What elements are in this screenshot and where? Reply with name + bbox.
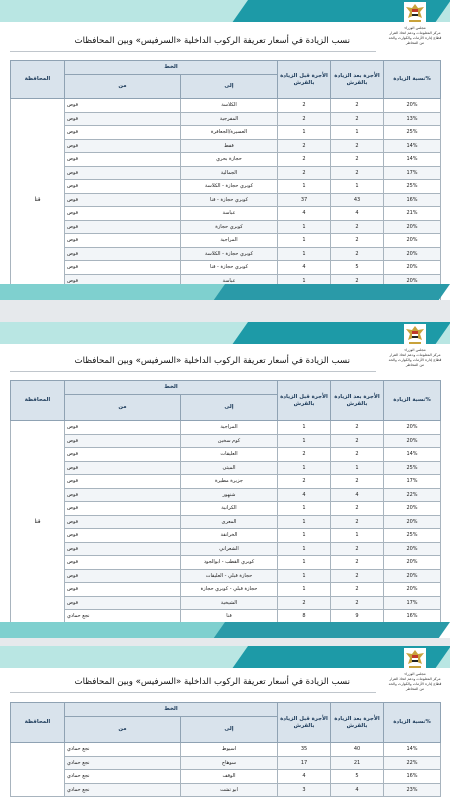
after-cell: 2 (331, 596, 384, 610)
table-row (11, 542, 441, 556)
before-cell: 1 (278, 421, 331, 435)
after-cell: 2 (331, 502, 384, 516)
fares-table (10, 702, 441, 797)
to-cell: حجازة قبلي - العليقات (181, 569, 278, 583)
table-row (11, 434, 441, 448)
page-title: نسب الزيادة في أسعار تعريفة الركوب الداخلية «السرفيس» وبين المحافظات (74, 677, 350, 687)
after-cell: 5 (331, 261, 384, 275)
pct-cell: 21% (384, 207, 441, 221)
governorate-cell: قنا (11, 421, 65, 624)
pct-cell: 14% (384, 743, 441, 757)
from-cell: قوص (65, 99, 181, 113)
table-row (11, 596, 441, 610)
to-cell: كوبري حجازة (181, 220, 278, 234)
header-line: الخط (65, 703, 278, 717)
header-from: من (65, 395, 181, 421)
after-cell: 4 (331, 783, 384, 797)
before-cell: 2 (278, 99, 331, 113)
table-row (11, 770, 441, 784)
fares-table (10, 60, 441, 300)
from-cell: نجع حمادي (65, 756, 181, 770)
pct-cell: 16% (384, 770, 441, 784)
after-cell: 1 (331, 180, 384, 194)
after-cell: 1 (331, 461, 384, 475)
to-cell: المراجية (181, 234, 278, 248)
pct-cell: 20% (384, 556, 441, 570)
before-cell: 17 (278, 756, 331, 770)
table-row (11, 112, 441, 126)
org-line: قطاع إدارة الأزمات والكوارث والحد من المخاطر (388, 36, 442, 45)
before-cell: 1 (278, 502, 331, 516)
from-cell: قوص (65, 515, 181, 529)
to-cell: المراجية (181, 421, 278, 435)
before-cell: 1 (278, 220, 331, 234)
header-from: من (65, 75, 181, 99)
header-before: الأجرة قبل الزيادة بالقرش (278, 381, 331, 421)
before-cell: 1 (278, 529, 331, 543)
table-row (11, 461, 441, 475)
header-to: إلى (181, 717, 278, 743)
eagle-emblem-icon (404, 324, 426, 348)
from-cell: قوص (65, 166, 181, 180)
before-cell: 35 (278, 743, 331, 757)
pct-cell: 16% (384, 610, 441, 624)
after-cell: 2 (331, 542, 384, 556)
table-row (11, 756, 441, 770)
table-row (11, 783, 441, 797)
header-pct: %نسبة الزيادة (384, 61, 441, 99)
after-cell: 1 (331, 126, 384, 140)
from-cell: نجع حمادي (65, 743, 181, 757)
table-row (11, 488, 441, 502)
pct-cell: 25% (384, 126, 441, 140)
to-cell: كوبري القطب - ابوالجود (181, 556, 278, 570)
org-line: مركز المعلومات ودعم اتخاذ القرار (389, 31, 441, 35)
before-cell: 4 (278, 207, 331, 221)
from-cell: قوص (65, 448, 181, 462)
to-cell: المعرى (181, 515, 278, 529)
table-row (11, 193, 441, 207)
table-row (11, 610, 441, 624)
to-cell: العليقات (181, 448, 278, 462)
from-cell: قوص (65, 247, 181, 261)
header-after: الأجرة بعد الزيادة بالقرش (331, 703, 384, 743)
after-cell: 2 (331, 421, 384, 435)
bottom-band (0, 622, 450, 638)
from-cell: نجع حمادي (65, 783, 181, 797)
to-cell: اسيوط (181, 743, 278, 757)
before-cell: 4 (278, 261, 331, 275)
org-line: قطاع إدارة الأزمات والكوارث والحد من المخاطر (388, 358, 442, 367)
before-cell: 2 (278, 112, 331, 126)
before-cell: 1 (278, 542, 331, 556)
after-cell: 2 (331, 234, 384, 248)
to-cell: الكلاسة (181, 99, 278, 113)
org-line: مركز المعلومات ودعم اتخاذ القرار (389, 677, 441, 681)
pct-cell: 17% (384, 596, 441, 610)
pct-cell: 22% (384, 488, 441, 502)
to-cell: كوبري حجازة - الكلاسة (181, 247, 278, 261)
to-cell: قنا (181, 610, 278, 624)
from-cell: قوص (65, 261, 181, 275)
table-row (11, 475, 441, 489)
pct-cell: 23% (384, 783, 441, 797)
pct-cell: 20% (384, 234, 441, 248)
header-after: الأجرة بعد الزيادة بالقرش (331, 381, 384, 421)
top-stripe (0, 0, 450, 22)
pct-cell: 20% (384, 569, 441, 583)
table-row (11, 139, 441, 153)
org-line: مجلس الوزراء (404, 348, 426, 352)
after-cell: 43 (331, 193, 384, 207)
from-cell: قوص (65, 274, 181, 288)
before-cell: 1 (278, 247, 331, 261)
cabinet-logo (388, 648, 442, 692)
pct-cell: 14% (384, 153, 441, 167)
from-cell: قوص (65, 207, 181, 221)
table-row (11, 743, 441, 757)
to-cell: كوبري حجازة - قنا (181, 193, 278, 207)
org-line: مركز المعلومات ودعم اتخاذ القرار (389, 353, 441, 357)
from-cell: قوص (65, 569, 181, 583)
cabinet-logo (388, 324, 442, 368)
header-governorate: المحافظة (11, 703, 65, 743)
page-title: نسب الزيادة في أسعار تعريفة الركوب الداخلية «السرفيس» وبين المحافظات (74, 356, 350, 366)
to-cell: الشيخية (181, 596, 278, 610)
to-cell: كوبري حجازة - الكلاسة (181, 180, 278, 194)
before-cell: 4 (278, 770, 331, 784)
before-cell: 1 (278, 515, 331, 529)
pct-cell: 17% (384, 166, 441, 180)
after-cell: 2 (331, 166, 384, 180)
to-cell: العسيرة/الجعافرة (181, 126, 278, 140)
header-line: الخط (65, 61, 278, 75)
from-cell: قوص (65, 180, 181, 194)
governorate-cell: قنا (11, 99, 65, 301)
to-cell: جزيرة مطيرة (181, 475, 278, 489)
table-row (11, 529, 441, 543)
pct-cell: 20% (384, 434, 441, 448)
header-to: إلى (181, 395, 278, 421)
before-cell: 3 (278, 783, 331, 797)
governorate-cell (11, 743, 65, 797)
table-row (11, 180, 441, 194)
from-cell: قوص (65, 475, 181, 489)
before-cell: 2 (278, 139, 331, 153)
after-cell: 2 (331, 448, 384, 462)
to-cell: المفرجية (181, 112, 278, 126)
pct-cell: 16% (384, 193, 441, 207)
after-cell: 4 (331, 488, 384, 502)
pct-cell: 20% (384, 515, 441, 529)
header-governorate: المحافظة (11, 381, 65, 421)
title-rule (10, 371, 376, 372)
header-to: إلى (181, 75, 278, 99)
to-cell: الجمالية (181, 166, 278, 180)
before-cell: 1 (278, 569, 331, 583)
table-row (11, 99, 441, 113)
before-cell: 1 (278, 556, 331, 570)
page-gap (0, 638, 450, 646)
pct-cell: 20% (384, 247, 441, 261)
slide-2 (0, 322, 450, 638)
after-cell: 2 (331, 475, 384, 489)
header-before: الأجرة قبل الزيادة بالقرش (278, 61, 331, 99)
from-cell: قوص (65, 556, 181, 570)
eagle-emblem-icon (404, 648, 426, 672)
pct-cell: 20% (384, 274, 441, 288)
to-cell: الشعراني (181, 542, 278, 556)
table-row (11, 569, 441, 583)
org-line: مجلس الوزراء (404, 26, 426, 30)
to-cell: شنهور (181, 488, 278, 502)
org-line: مجلس الوزراء (404, 672, 426, 676)
after-cell: 4 (331, 207, 384, 221)
pct-cell: 20% (384, 220, 441, 234)
header-line: الخط (65, 381, 278, 395)
table-row (11, 220, 441, 234)
to-cell: عباسة (181, 274, 278, 288)
from-cell: قوص (65, 529, 181, 543)
pct-cell: 20% (384, 542, 441, 556)
before-cell: 8 (278, 610, 331, 624)
table-row (11, 502, 441, 516)
from-cell: قوص (65, 583, 181, 597)
from-cell: قوص (65, 139, 181, 153)
top-stripe (0, 322, 450, 344)
before-cell: 2 (278, 596, 331, 610)
before-cell: 2 (278, 153, 331, 167)
slide-3 (0, 646, 450, 800)
from-cell: قوص (65, 502, 181, 516)
after-cell: 9 (331, 610, 384, 624)
from-cell: قوص (65, 488, 181, 502)
page-title: نسب الزيادة في أسعار تعريفة الركوب الداخلية «السرفيس» وبين المحافظات (74, 36, 350, 46)
pct-cell: 25% (384, 180, 441, 194)
pct-cell: 25% (384, 529, 441, 543)
after-cell: 2 (331, 220, 384, 234)
from-cell: قوص (65, 421, 181, 435)
to-cell: كوبري حجازة - قنا (181, 261, 278, 275)
to-cell: حجازة قبلي - كوبري حجازة (181, 583, 278, 597)
table-row (11, 126, 441, 140)
before-cell: 1 (278, 434, 331, 448)
from-cell: نجع حمادي (65, 610, 181, 624)
to-cell: ابو تشت (181, 783, 278, 797)
table-row (11, 207, 441, 221)
pct-cell: 20% (384, 502, 441, 516)
pct-cell: 14% (384, 139, 441, 153)
to-cell: عباسة (181, 207, 278, 221)
table-row (11, 166, 441, 180)
header-governorate: المحافظة (11, 61, 65, 99)
pct-cell: 13% (384, 112, 441, 126)
after-cell: 2 (331, 434, 384, 448)
from-cell: قوص (65, 434, 181, 448)
eagle-emblem-icon (404, 2, 426, 26)
after-cell: 1 (331, 529, 384, 543)
before-cell: 1 (278, 234, 331, 248)
before-cell: 1 (278, 583, 331, 597)
after-cell: 2 (331, 583, 384, 597)
from-cell: قوص (65, 193, 181, 207)
from-cell: قوص (65, 126, 181, 140)
pct-cell: 17% (384, 475, 441, 489)
title-rule (10, 51, 376, 52)
to-cell: الميثى (181, 461, 278, 475)
after-cell: 40 (331, 743, 384, 757)
from-cell: قوص (65, 596, 181, 610)
table-row (11, 247, 441, 261)
to-cell: الكرانية (181, 502, 278, 516)
top-stripe (0, 646, 450, 668)
table-row (11, 556, 441, 570)
pct-cell: 20% (384, 583, 441, 597)
after-cell: 2 (331, 153, 384, 167)
title-rule (10, 692, 376, 693)
from-cell: قوص (65, 112, 181, 126)
pct-cell: 25% (384, 461, 441, 475)
header-pct: %نسبة الزيادة (384, 703, 441, 743)
before-cell: 2 (278, 448, 331, 462)
fares-table (10, 380, 441, 624)
to-cell: الخرانقة (181, 529, 278, 543)
header-pct: %نسبة الزيادة (384, 381, 441, 421)
to-cell: سوهاج (181, 756, 278, 770)
before-cell: 4 (278, 488, 331, 502)
to-cell: حجازة بحري (181, 153, 278, 167)
pct-cell: 20% (384, 421, 441, 435)
table-row (11, 261, 441, 275)
from-cell: قوص (65, 461, 181, 475)
table-row (11, 448, 441, 462)
to-cell: قفط (181, 139, 278, 153)
before-cell: 1 (278, 274, 331, 288)
pct-cell: 20% (384, 99, 441, 113)
pct-cell: 22% (384, 756, 441, 770)
table-row (11, 153, 441, 167)
after-cell: 2 (331, 112, 384, 126)
from-cell: قوص (65, 542, 181, 556)
after-cell: 2 (331, 569, 384, 583)
table-row (11, 234, 441, 248)
slide-1 (0, 0, 450, 300)
after-cell: 2 (331, 99, 384, 113)
after-cell: 2 (331, 247, 384, 261)
after-cell: 2 (331, 274, 384, 288)
bottom-band (0, 284, 450, 300)
after-cell: 5 (331, 770, 384, 784)
after-cell: 2 (331, 515, 384, 529)
page-gap (0, 300, 450, 322)
after-cell: 21 (331, 756, 384, 770)
before-cell: 1 (278, 180, 331, 194)
from-cell: قوص (65, 153, 181, 167)
org-line: قطاع إدارة الأزمات والكوارث والحد من المخاطر (388, 682, 442, 691)
table-row (11, 421, 441, 435)
table-row (11, 515, 441, 529)
header-before: الأجرة قبل الزيادة بالقرش (278, 703, 331, 743)
before-cell: 2 (278, 475, 331, 489)
to-cell: الوقف (181, 770, 278, 784)
header-from: من (65, 717, 181, 743)
from-cell: قوص (65, 220, 181, 234)
before-cell: 1 (278, 126, 331, 140)
pct-cell: 20% (384, 261, 441, 275)
pct-cell: 14% (384, 448, 441, 462)
before-cell: 37 (278, 193, 331, 207)
to-cell: كوم سخين (181, 434, 278, 448)
after-cell: 2 (331, 556, 384, 570)
table-row (11, 583, 441, 597)
header-after: الأجرة بعد الزيادة بالقرش (331, 61, 384, 99)
after-cell: 2 (331, 139, 384, 153)
cabinet-logo (388, 2, 442, 46)
before-cell: 2 (278, 166, 331, 180)
from-cell: نجع حمادي (65, 770, 181, 784)
before-cell: 1 (278, 461, 331, 475)
from-cell: قوص (65, 234, 181, 248)
